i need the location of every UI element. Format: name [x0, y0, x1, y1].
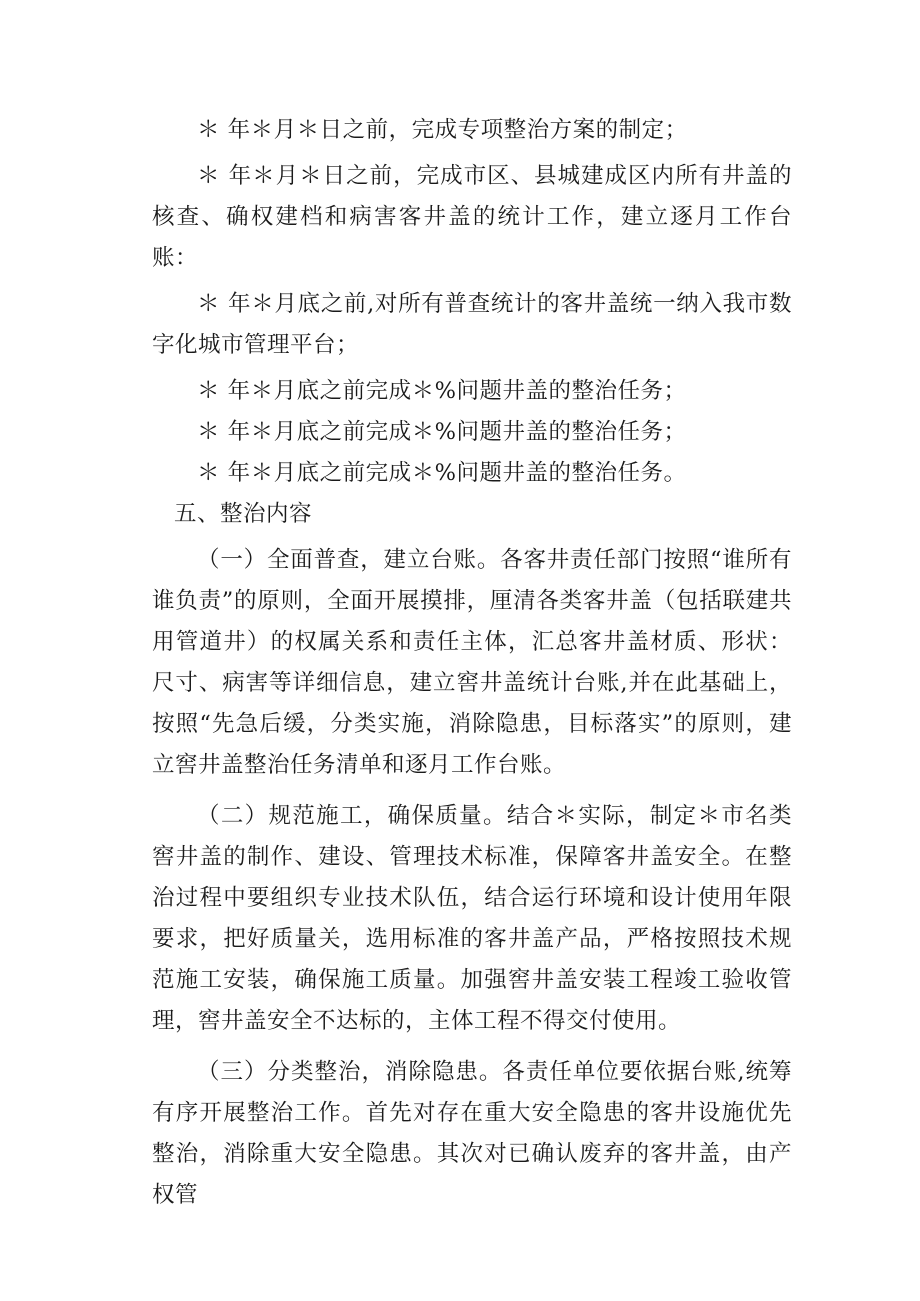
body-paragraph: （一）全面普查，建立台账。各客井责任部门按照“谁所有谁负责”的原则，全面开展摸排，厘清各类客井盖（包括联建共用管道井）的权属关系和责任主体，汇总客井盖材质、形状：尺寸、病害等详细信息，建立窖井盖统计台账,并在此基础上，按照“先急后缓，分类实施，消除隐患，目标落实”的原则，建立窖井盖整治任务清单和逐月工作台账。	[152, 547, 792, 778]
document-body	[152, 110, 792, 1216]
body-paragraph: （三）分类整治，消除隐患。各责任单位要依据台账,统筹有序开展整治工作。首先对存在重大安全隐患的客井设施优先整治，消除重大安全隐患。其次对已确认废弃的客井盖，由产权管	[152, 1059, 792, 1208]
list-item: ＊ 年＊月底之前,对所有普查统计的客井盖统一纳入我市数字化城市管理平台；	[152, 291, 792, 358]
list-item: ＊ 年＊月＊日之前，完成市区、县城建成区内所有井盖的核查、确权建档和病害客井盖的统计工作，建立逐月工作台账：	[152, 163, 792, 271]
list-item: ＊ 年＊月＊日之前，完成专项整治方案的制定；	[197, 117, 688, 143]
list-item: ＊ 年＊月底之前完成＊%问题井盖的整治任务。	[197, 460, 687, 486]
body-paragraph: （二）规范施工，确保质量。结合＊实际，制定＊市名类窖井盖的制作、建设、管理技术标准，保障客井盖安全。在整治过程中要组织专业技术队伍，结合运行环境和设计使用年限要求，把好质量关，选用标准的客井盖产品，严格按照技术规范施工安装，确保施工质量。加强窖井盖安装工程竣工验收管理，窖井盖安全不达标的，主体工程不得交付使用。	[152, 803, 792, 1034]
list-item: ＊ 年＊月底之前完成＊%问题井盖的整治任务；	[197, 378, 687, 404]
section-heading: 五、整治内容	[174, 501, 313, 527]
list-item: ＊ 年＊月底之前完成＊%问题井盖的整治任务；	[197, 419, 687, 445]
